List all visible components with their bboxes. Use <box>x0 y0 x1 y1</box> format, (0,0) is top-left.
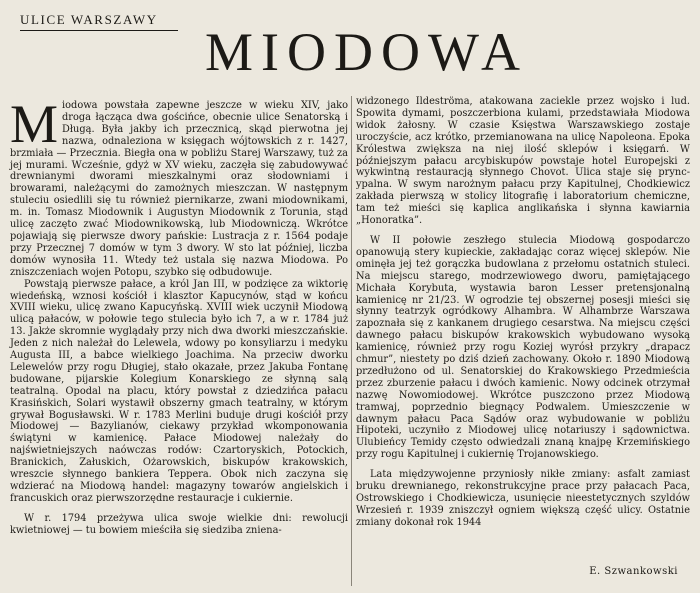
paragraph: W r. 1794 przeżywa ulica swoje wielkie dni: rewolucji kwietniowej — tu bowiem mieściła się siedziba zniena- <box>10 512 348 536</box>
article-title: MIODOWA <box>205 22 528 82</box>
paragraph: W II połowie zeszłego stulecia Miodową gospodarczo opanowują stery kupieckie, zakładając coraz więcej sklepów. Nie ominęła jej też gorączka budowlana z przełomu ostatnich stuleci. Na miejscu starego, modrzewiowego dworu, pamiętającego Michała Korybuta, wystawia baron Lesser pretensjonalną kamienicę nr 21/23. W ogrodzie tej obszernej posesji mieści się słynny teatrzyk ogródkowy Alhambra. W Alhambrze Warszawa zapoznała się z kankanem drugiego cesarstwa. Na miejscu części dawnego pałacu biskupów krakowskich wybudowano wysoką kamienicę, również przy rogu Koziej wyrósł przykry „drapacz chmur”, niestety po dziś dzień zachowany. Około r. 1890 Miodową przedłużono od ul. Senatorskiej do Krakowskiego Przedmieścia przez zburzenie pałacu i dwóch kamienic. Nowy odcinek otrzymał nazwę Nowomiodowej. Wkrótce puszczono przez Miodową tramwaj, poprzednio biegnący Podwalem. Umieszczenie w dawnym pałacu Paca Sądów oraz wybudowanie w pobliżu Hipoteki, uczyniło z Miodowej ulicę notariuszy i sądownictwa. Ulubieńcy Temidy często odwiedzali znaną knajpę Krzemińskiego przy rogu Kapitulnej i cukiernię Trojanowskiego. <box>356 234 690 461</box>
series-heading: ULICE WARSZAWY <box>20 12 158 27</box>
article-column-right <box>356 96 690 529</box>
column-divider <box>351 96 352 586</box>
paragraph-text: iodowa powstała zapewne jeszcze w wieku XIV, jako droga łącząca dwa gościńce, obecnie ulice Senatorską i Długą. Była jakby ich przecznicą, skąd pierwotna jej nazwa, odnaleziona w księgach wójtowskich z r. 1427, brzmiała — Przecznia. Biegła ona w pobliżu Starej Warszawy, tuż za jej murami. Wcześnie, gdyż w XV wieku, zaczęła się zabudowywać drewnianymi dworami mieszkalnymi oraz słodowniami i browarami, należącymi do zamożnych mieszczan. W następnym stuleciu osiedlili się tu również piernikarze, zwani miodownikami, m. in. Tomasz Miodownik i Augustyn Miodownik z Torunia, stąd ulicę zaczęto zwać Miodownikowską, lub Miodowniczą. Wkrótce pojawiają się pierwsze dwory pańskie: Lustracja z r. 1564 podaje przy Przecznej 7 domów w tym 3 dwory. W sto lat później, liczba domów wynosiła 11. Wtedy też ustala się nazwa Miodowa. Po zniszczeniach wojen Potopu, szybko się odbudowuje. <box>10 100 348 278</box>
drop-cap: M <box>10 94 59 154</box>
paragraph: Powstają pierwsze pałace, a król Jan III, w podzięce za wiktorię wiedeńską, wznosi kościół i klasztor Kapucynów, stąd w końcu XVIII wieku, ulicę zwano Kapucyńską. XVIII wiek uczynił Miodową ulicą pałaców, w połowie tego stulecia było ich 7, a w r. 1784 już 13. Jakże skromnie wyglądały przy nich dwa dworki mieszczańskie. Jeden z nich należał do Lelewela, wdowy po konsyliarzu i medyku Augusta III, a babce wielkiego Joachima. Na przeciw dworku Lelewelów przy rogu Długiej, stało okazałe, przez Jakuba Fontanę budowane, pijarskie Kolegium Konarskiego ze słynną salą teatralną. Opodal na placu, który powstał z dziedzińca pałacu Krasińskich, Solari wystawił obszerny gmach teatralny, w którym grywał Bogusławski. W r. 1783 Merlini buduje drugi kościół przy Miodowej — Bazylianów, ciekawy przykład wkomponowania świątyni w kamienicę. Pałace Miodowej należały do najświetniejszych naówczas rodów: Czartoryskich, Potockich, Branickich, Załuskich, Ożarowskich, biskupów krakowskich, wreszcie słynnego bankiera Teppera. Obok nich zaczyna się wdzierać na Miodową handel: magazyny towarów angielskich i francuskich oraz pierwszorzędne restauracje i cukiernie. <box>10 278 348 504</box>
series-underline <box>20 30 178 31</box>
paragraph: Lata międzywojenne przyniosły nikłe zmiany: asfalt zamiast bruku drewnianego, rekonstrukcyjne prace przy pałacach Paca, Ostrowskiego i Chodkiewicza, usunięcie nieestetycznych szyldów Wrzesień r. 1939 zniszczył ogniem większą część ulicy. Ostatnie zmiany dokonał rok 1944 <box>356 469 690 528</box>
paragraph: widzonego Ildeströma, atakowana zaciekle przez wojsko i lud. Spowita dymami, poszczerbiona kulami, przedstawiała Miodowa widok żałosny. W czasie Księstwa Warszawskiego zostaje uroczyście, acz krótko, przemianowana na ulicę Napoleona. Epoka Królestwa zwiększa na niej ilość sklepów i księgarń. W późniejszym pałacu arcybiskupów powstaje hotel Europejski z wykwintną restauracją słynnego Chovot. Ulica staje się pryncypalna. W swym narożnym pałacu przy Kapitulnej, Chodkiewicz zakłada pierwszą w stolicy litografię i laboratorium chemiczne, tam też mieści się kaplica anglikańska i słynna kawiarnia „Honoratka”. <box>356 96 690 227</box>
article-column-left <box>10 94 348 537</box>
author-signature: E. Szwankowski <box>589 566 678 577</box>
paragraph <box>10 94 348 279</box>
